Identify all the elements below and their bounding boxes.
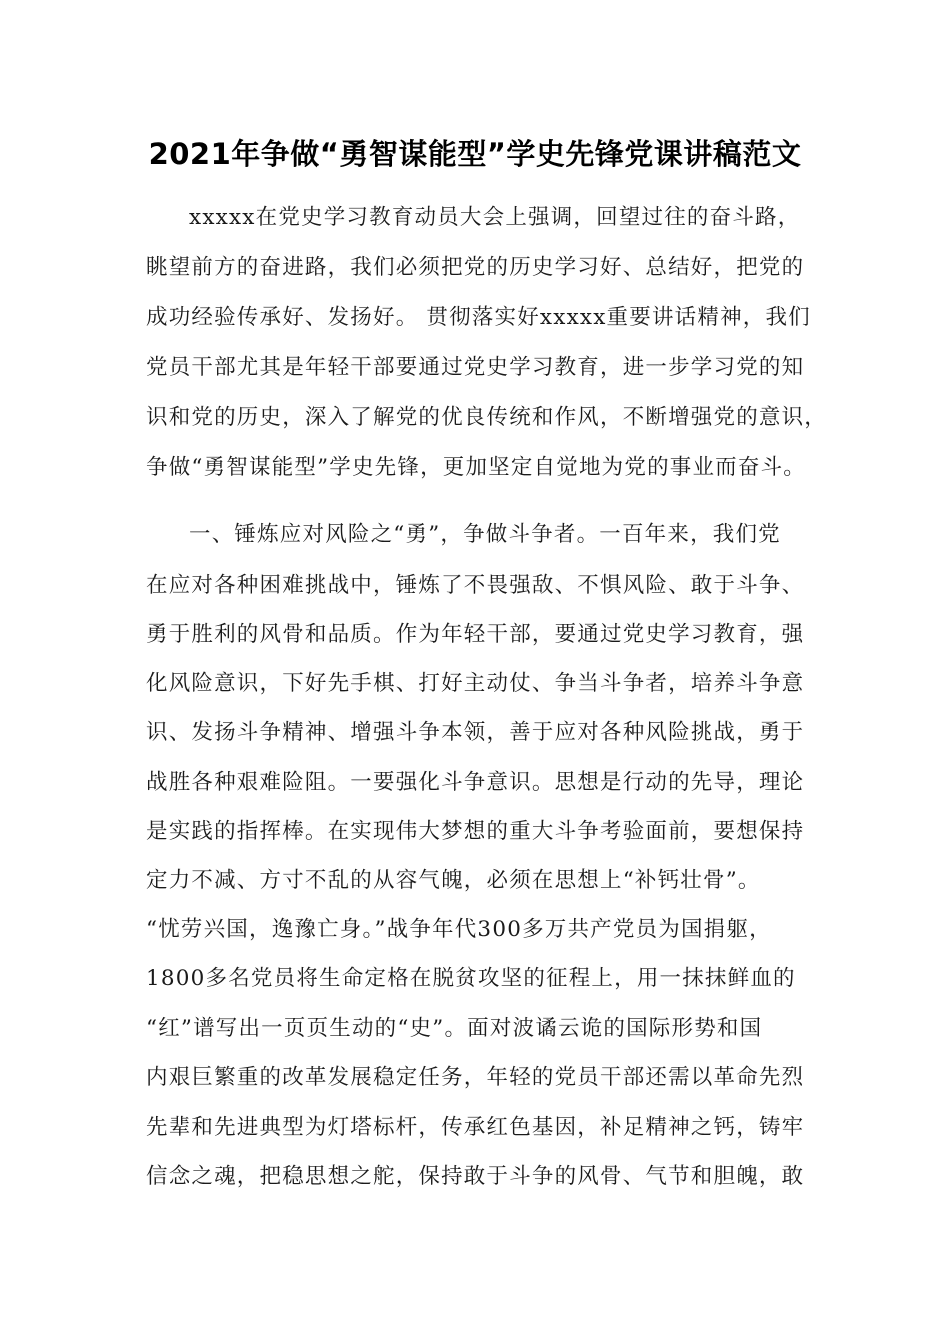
document-title: 2021年争做“勇智谋能型”学史先锋党课讲稿范文 bbox=[148, 137, 802, 171]
paragraph-2-line-13: 先辈和先进典型为灯塔标杆，传承红色基因，补足精神之钙，铸牢 bbox=[146, 1115, 805, 1140]
paragraph-2-line-9: “忧劳兴国，逸豫亡身。”战争年代300多万共产党员为国捐躯， bbox=[146, 917, 772, 942]
paragraph-1-line-4: 党员干部尤其是年轻干部要通过党史学习教育，进一步学习党的知 bbox=[146, 355, 805, 380]
paragraph-2-line-4: 化风险意识，下好先手棋、打好主动仗、争当斗争者，培养斗争意 bbox=[146, 671, 805, 696]
paragraph-2-line-6: 战胜各种艰难险阻。一要强化斗争意识。思想是行动的先导，理论 bbox=[146, 770, 805, 795]
paragraph-2-line-5: 识、发扬斗争精神、增强斗争本领，善于应对各种风险挑战，勇于 bbox=[146, 720, 805, 745]
paragraph-1-line-3: 成功经验传承好、发扬好。 贯彻落实好xxxxx重要讲话精神，我们 bbox=[146, 305, 811, 330]
paragraph-2-line-10: 1800多名党员将生命定格在脱贫攻坚的征程上，用一抹抹鲜血的 bbox=[146, 966, 796, 991]
paragraph-2-line-14: 信念之魂，把稳思想之舵，保持敢于斗争的风骨、气节和胆魄，敢 bbox=[146, 1164, 805, 1189]
paragraph-2-line-2: 在应对各种困难挑战中，锤炼了不畏强敌、不惧风险、敢于斗争、 bbox=[146, 573, 805, 598]
paragraph-1-line-1: xxxxx在党史学习教育动员大会上强调，回望过往的奋斗路， bbox=[189, 205, 801, 230]
paragraph-1-line-6: 争做“勇智谋能型”学史先锋，更加坚定自觉地为党的事业而奋斗。 bbox=[146, 455, 806, 480]
paragraph-2-line-3: 勇于胜利的风骨和品质。作为年轻干部，要通过党史学习教育，强 bbox=[146, 622, 805, 647]
paragraph-2-line-7: 是实践的指挥棒。在实现伟大梦想的重大斗争考验面前，要想保持 bbox=[146, 819, 805, 844]
paragraph-2-line-12: 内艰巨繁重的改革发展稳定任务，年轻的党员干部还需以革命先烈 bbox=[146, 1065, 805, 1090]
paragraph-2-line-8: 定力不减、方寸不乱的从容气魄，必须在思想上“补钙壮骨”。 bbox=[146, 868, 761, 893]
paragraph-2-line-11: “红”谱写出一页页生动的“史”。面对波谲云诡的国际形势和国 bbox=[146, 1016, 763, 1041]
paragraph-1-line-5: 识和党的历史，深入了解党的优良传统和作风，不断增强党的意识， bbox=[146, 405, 828, 430]
paragraph-2-line-1: 一、锤炼应对风险之“勇”，争做斗争者。一百年来，我们党 bbox=[189, 522, 781, 547]
paragraph-1-line-2: 眺望前方的奋进路，我们必须把党的历史学习好、总结好，把党的 bbox=[146, 255, 805, 280]
